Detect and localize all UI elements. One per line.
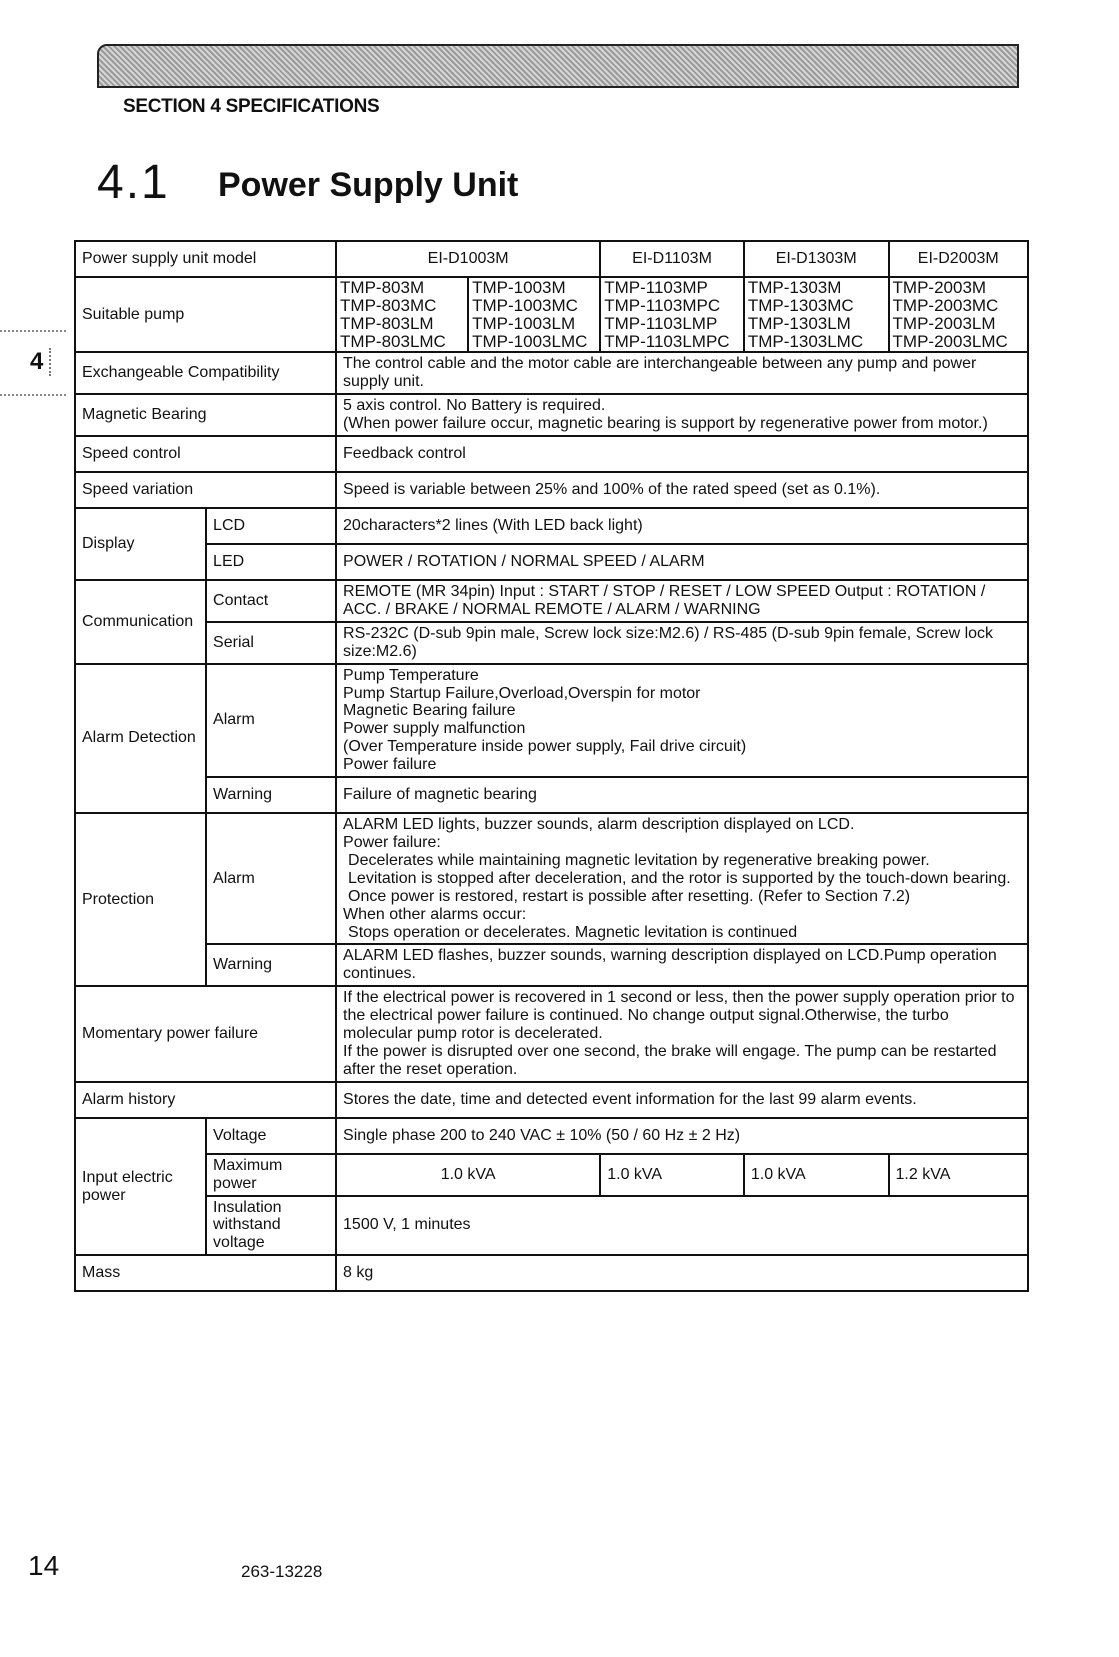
header-banner	[97, 44, 1019, 88]
value-mass: 8 kg	[336, 1255, 1028, 1291]
label-lcd: LCD	[206, 508, 336, 544]
label-voltage: Voltage	[206, 1118, 336, 1154]
model-4: EI-D2003M	[889, 241, 1028, 277]
pump-item: TMP-2003M	[892, 278, 987, 297]
label-contact: Contact	[206, 580, 336, 622]
text-line: Pump Startup Failure,Overload,Overspin for motor	[343, 684, 701, 702]
text-line: When other alarms occur:	[343, 905, 527, 923]
spec-table	[74, 240, 1029, 1292]
label-mass: Mass	[75, 1255, 336, 1291]
page-title: Power Supply Unit	[218, 166, 519, 204]
row-protection-alarm	[75, 813, 1028, 944]
pump-item: TMP-1303LM	[747, 313, 851, 333]
row-momentary	[75, 986, 1028, 1082]
row-suitable-pump	[75, 277, 1028, 352]
text-line: Once power is restored, restart is possible after resetting. (Refer to Section 7.2)	[348, 887, 911, 905]
model-2: EI-D1103M	[600, 241, 744, 277]
text-line: Decelerates while maintaining magnetic levitation by regenerative breaking power.	[348, 851, 930, 869]
value-momentary	[336, 986, 1028, 1082]
text-line: Levitation is stopped after deceleration, and the rotor is supported by the touch-down bearing.	[348, 869, 1011, 887]
value-contact: REMOTE (MR 34pin) Input : START / STOP / RESET / LOW SPEED Output : ROTATION / ACC. / BRAKE / NORMAL REMOTE / ALARM / WARNING	[336, 580, 1028, 622]
pump-item: TMP-1303MC	[747, 295, 854, 315]
side-tab-number: 4	[30, 348, 51, 376]
label-exchangeable: Exchangeable Compatibility	[75, 352, 336, 394]
row-alarm-detection-alarm	[75, 664, 1028, 777]
label-serial: Serial	[206, 622, 336, 664]
value-led: POWER / ROTATION / NORMAL SPEED / ALARM	[336, 544, 1028, 580]
text-line: If the power is disrupted over one second, the brake will engage. The pump can be restarted after the reset operation.	[343, 1042, 997, 1078]
label-momentary: Momentary power failure	[75, 986, 336, 1082]
row-mass	[75, 1255, 1028, 1291]
row-communication-serial	[75, 622, 1028, 664]
pump-item: TMP-2003LM	[892, 313, 996, 333]
text-line: Power supply malfunction	[343, 720, 526, 738]
label-magnetic-bearing: Magnetic Bearing	[75, 394, 336, 436]
text-line: Power failure	[343, 756, 437, 774]
row-display-led	[75, 544, 1028, 580]
row-speed-control	[75, 436, 1028, 472]
pump-item: TMP-803LM	[340, 313, 434, 333]
value-protection-warning: ALARM LED flashes, buzzer sounds, warning description displayed on LCD.Pump operation continues.	[336, 944, 1028, 986]
section-number: 4.1	[97, 156, 170, 209]
row-input-max-power	[75, 1154, 1028, 1196]
label-communication: Communication	[75, 580, 206, 664]
pump-item: TMP-1303LMC	[747, 331, 864, 351]
pump-item: TMP-2003LMC	[892, 331, 1008, 351]
value-speed-variation: Speed is variable between 25% and 100% of the rated speed (set as 0.1%).	[336, 472, 1028, 508]
pump-item: TMP-803LMC	[340, 331, 446, 351]
value-lcd: 20characters*2 lines (With LED back light)	[336, 508, 1028, 544]
pump-item: TMP-1003M	[472, 278, 566, 297]
label-suitable-pump: Suitable pump	[75, 277, 336, 352]
text-line: ALARM LED lights, buzzer sounds, alarm description displayed on LCD.	[343, 816, 855, 834]
label-max-power: Maximum power	[206, 1154, 336, 1196]
label-alarm-history: Alarm history	[75, 1082, 336, 1118]
model-1: EI-D1003M	[336, 241, 600, 277]
value-serial: RS-232C (D-sub 9pin male, Screw lock size:M2.6) / RS-485 (D-sub 9pin female, Screw lock size:M2.6)	[336, 622, 1028, 664]
max-power-1: 1.0 kVA	[336, 1154, 600, 1196]
text-line: Magnetic Bearing failure	[343, 702, 516, 720]
label-insulation: Insulation withstand voltage	[206, 1196, 336, 1256]
pump-item: TMP-1003MC	[472, 295, 578, 315]
value-insulation: 1500 V, 1 minutes	[336, 1196, 1028, 1256]
pump-group-1	[336, 277, 468, 352]
label-led: LED	[206, 544, 336, 580]
row-speed-variation	[75, 472, 1028, 508]
row-model	[75, 241, 1028, 277]
pump-group-5	[889, 277, 1028, 352]
max-power-3: 1.0 kVA	[744, 1154, 889, 1196]
label-speed-variation: Speed variation	[75, 472, 336, 508]
row-exchangeable	[75, 352, 1028, 394]
document-number: 263-13228	[241, 1562, 323, 1581]
side-chapter-tab	[0, 330, 66, 396]
pump-item: TMP-1103MPC	[604, 295, 721, 315]
value-magnetic-bearing	[336, 394, 1028, 436]
value-alarm-history: Stores the date, time and detected event information for the last 99 alarm events.	[336, 1082, 1028, 1118]
value-warning-detection: Failure of magnetic bearing	[336, 777, 1028, 813]
pump-item: TMP-803M	[340, 278, 425, 297]
text-line: 5 axis control. No Battery is required.	[343, 397, 606, 415]
label-protection-alarm: Alarm	[206, 813, 336, 944]
pump-item: TMP-803MC	[340, 295, 437, 315]
value-protection-alarm	[336, 813, 1028, 944]
label-protection: Protection	[75, 813, 206, 986]
value-speed-control: Feedback control	[336, 436, 1028, 472]
pump-item: TMP-1103MP	[604, 278, 708, 297]
pump-item: TMP-1103LMP	[604, 313, 718, 333]
text-line: Stops operation or decelerates. Magnetic levitation is continued	[348, 923, 798, 941]
pump-item: TMP-1303M	[747, 278, 842, 297]
label-input-power: Input electric power	[75, 1118, 206, 1256]
row-communication-contact	[75, 580, 1028, 622]
value-alarm-detection	[336, 664, 1028, 777]
row-magnetic-bearing	[75, 394, 1028, 436]
pump-group-2	[468, 277, 600, 352]
pump-item: TMP-1103LMPC	[604, 331, 730, 351]
pump-group-4	[744, 277, 889, 352]
pump-item: TMP-1003LM	[472, 313, 576, 333]
row-alarm-history	[75, 1082, 1028, 1118]
label-alarm: Alarm	[206, 664, 336, 777]
pump-group-3	[600, 277, 744, 352]
pump-item: TMP-2003MC	[892, 295, 999, 315]
text-line: If the electrical power is recovered in 1 second or less, then the power supply operation prior to the electrical power failure is continued. No change output signal.Otherwise, the turbo molecular pump rotor is decelerated.	[343, 989, 1015, 1043]
row-display-lcd	[75, 508, 1028, 544]
page-number: 14	[28, 1550, 60, 1581]
value-voltage: Single phase 200 to 240 VAC ± 10% (50 / 60 Hz ± 2 Hz)	[336, 1118, 1028, 1154]
row-input-voltage	[75, 1118, 1028, 1154]
row-alarm-detection-warning	[75, 777, 1028, 813]
text-line: (When power failure occur, magnetic bearing is support by regenerative power from motor.)	[343, 415, 988, 433]
row-protection-warning	[75, 944, 1028, 986]
max-power-4: 1.2 kVA	[889, 1154, 1028, 1196]
row-input-insulation	[75, 1196, 1028, 1256]
label-speed-control: Speed control	[75, 436, 336, 472]
section-label: SECTION 4 SPECIFICATIONS	[123, 96, 380, 117]
value-exchangeable: The control cable and the motor cable are interchangeable between any pump and power supply unit.	[336, 352, 1028, 394]
label-protection-warning: Warning	[206, 944, 336, 986]
model-3: EI-D1303M	[744, 241, 889, 277]
pump-item: TMP-1003LMC	[472, 331, 588, 351]
text-line: Pump Temperature	[343, 666, 479, 684]
label-warning: Warning	[206, 777, 336, 813]
label-alarm-detection: Alarm Detection	[75, 664, 206, 813]
label-model: Power supply unit model	[75, 241, 336, 277]
max-power-2: 1.0 kVA	[600, 1154, 744, 1196]
text-line: (Over Temperature inside power supply, Fail drive circuit)	[343, 738, 747, 756]
label-display: Display	[75, 508, 206, 580]
text-line: Power failure:	[343, 833, 441, 851]
